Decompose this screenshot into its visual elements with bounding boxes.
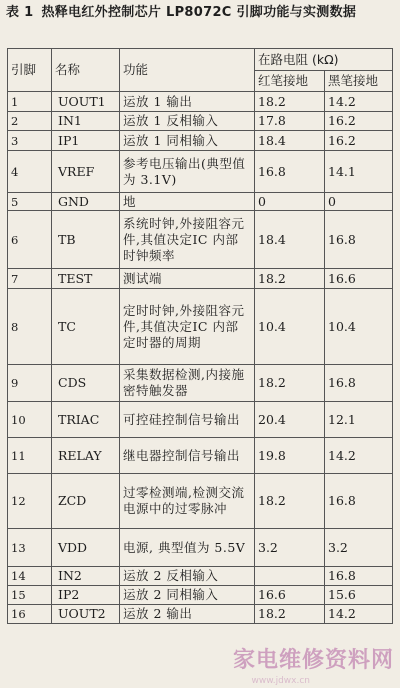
- red-probe-cell: [255, 567, 325, 586]
- name-cell: VREF: [52, 151, 120, 193]
- name-cell: UOUT1: [52, 92, 120, 112]
- function-cell: 运放 1 输出: [120, 92, 255, 112]
- black-probe-cell: 15.6: [325, 586, 393, 605]
- watermark-url: www.jdwx.cn: [251, 676, 310, 686]
- name-cell: VDD: [52, 529, 120, 567]
- table-row: [8, 605, 393, 624]
- red-probe-cell: 18.2: [255, 92, 325, 112]
- header-function: 功能: [120, 49, 255, 92]
- black-probe-cell: 12.1: [325, 402, 393, 438]
- name-cell: TB: [52, 211, 120, 269]
- table-row: [8, 586, 393, 605]
- black-probe-cell: 14.2: [325, 605, 393, 624]
- table-row: [8, 402, 393, 438]
- black-probe-cell: 14.1: [325, 151, 393, 193]
- pin-cell: 3: [8, 131, 52, 151]
- pin-cell: 4: [8, 151, 52, 193]
- table-row: [8, 365, 393, 402]
- black-probe-cell: 16.2: [325, 131, 393, 151]
- header-name: 名称: [52, 49, 120, 92]
- table-number: 表 1: [6, 5, 34, 20]
- black-probe-cell: 16.8: [325, 567, 393, 586]
- red-probe-cell: 3.2: [255, 529, 325, 567]
- red-probe-cell: 16.8: [255, 151, 325, 193]
- black-probe-cell: 16.8: [325, 474, 393, 529]
- table-row: [8, 567, 393, 586]
- black-probe-cell: 14.2: [325, 92, 393, 112]
- header-pin: 引脚: [8, 49, 52, 92]
- black-probe-cell: 16.8: [325, 211, 393, 269]
- black-probe-cell: 16.6: [325, 269, 393, 289]
- function-cell: 过零检测端,检测交流电源中的过零脉冲: [120, 474, 255, 529]
- table-row: [8, 112, 393, 131]
- black-probe-cell: 16.8: [325, 365, 393, 402]
- red-probe-cell: 19.8: [255, 438, 325, 474]
- pin-cell: 15: [8, 586, 52, 605]
- table-body: [8, 92, 393, 624]
- name-cell: UOUT2: [52, 605, 120, 624]
- function-cell: 地: [120, 193, 255, 211]
- black-probe-cell: 10.4: [325, 289, 393, 365]
- function-cell: 运放 1 反相输入: [120, 112, 255, 131]
- black-probe-cell: 16.2: [325, 112, 393, 131]
- table-row: [8, 289, 393, 365]
- pin-cell: 12: [8, 474, 52, 529]
- pin-cell: 11: [8, 438, 52, 474]
- table-row: [8, 131, 393, 151]
- name-cell: ZCD: [52, 474, 120, 529]
- red-probe-cell: 18.4: [255, 131, 325, 151]
- red-probe-cell: 16.6: [255, 586, 325, 605]
- name-cell: IP2: [52, 586, 120, 605]
- function-cell: 定时时钟,外接阻容元件,其值决定IC 内部定时器的周期: [120, 289, 255, 365]
- black-probe-cell: 3.2: [325, 529, 393, 567]
- function-cell: 采集数据检测,内接施密特触发器: [120, 365, 255, 402]
- name-cell: IN2: [52, 567, 120, 586]
- table-row: [8, 193, 393, 211]
- pin-cell: 14: [8, 567, 52, 586]
- name-cell: GND: [52, 193, 120, 211]
- function-cell: 可控硅控制信号输出: [120, 402, 255, 438]
- table-title: 热释电红外控制芯片 LP8072C 引脚功能与实测数据: [41, 5, 357, 20]
- name-cell: RELAY: [52, 438, 120, 474]
- red-probe-cell: 18.2: [255, 474, 325, 529]
- function-cell: 运放 2 反相输入: [120, 567, 255, 586]
- name-cell: TEST: [52, 269, 120, 289]
- pin-cell: 8: [8, 289, 52, 365]
- red-probe-cell: 17.8: [255, 112, 325, 131]
- name-cell: IN1: [52, 112, 120, 131]
- function-cell: 运放 1 同相输入: [120, 131, 255, 151]
- red-probe-cell: 20.4: [255, 402, 325, 438]
- name-cell: TRIAC: [52, 402, 120, 438]
- pin-cell: 2: [8, 112, 52, 131]
- function-cell: 继电器控制信号输出: [120, 438, 255, 474]
- function-cell: 参考电压输出(典型值为 3.1V): [120, 151, 255, 193]
- table-row: [8, 151, 393, 193]
- pin-cell: 16: [8, 605, 52, 624]
- pin-cell: 6: [8, 211, 52, 269]
- name-cell: TC: [52, 289, 120, 365]
- red-probe-cell: 18.2: [255, 365, 325, 402]
- red-probe-cell: 18.4: [255, 211, 325, 269]
- function-cell: 测试端: [120, 269, 255, 289]
- watermark-logo: 家电维修资料网: [232, 648, 394, 673]
- pin-cell: 9: [8, 365, 52, 402]
- table-row: [8, 211, 393, 269]
- function-cell: 电源, 典型值为 5.5V: [120, 529, 255, 567]
- table-row: [8, 474, 393, 529]
- red-probe-cell: 10.4: [255, 289, 325, 365]
- function-cell: 运放 2 输出: [120, 605, 255, 624]
- header-resistance: 在路电阻 (kΩ): [255, 49, 393, 71]
- black-probe-cell: 0: [325, 193, 393, 211]
- table-row: [8, 529, 393, 567]
- name-cell: CDS: [52, 365, 120, 402]
- pin-function-table: [7, 48, 393, 624]
- pin-cell: 13: [8, 529, 52, 567]
- name-cell: IP1: [52, 131, 120, 151]
- table-row: [8, 269, 393, 289]
- red-probe-cell: 0: [255, 193, 325, 211]
- red-probe-cell: 18.2: [255, 269, 325, 289]
- pin-cell: 10: [8, 402, 52, 438]
- header-red-probe: 红笔接地: [255, 71, 325, 92]
- table-row: [8, 438, 393, 474]
- header-black-probe: 黑笔接地: [325, 71, 393, 92]
- black-probe-cell: 14.2: [325, 438, 393, 474]
- function-cell: 运放 2 同相输入: [120, 586, 255, 605]
- pin-cell: 7: [8, 269, 52, 289]
- pin-cell: 1: [8, 92, 52, 112]
- table-row: [8, 92, 393, 112]
- table-caption: [6, 3, 396, 23]
- pin-cell: 5: [8, 193, 52, 211]
- red-probe-cell: 18.2: [255, 605, 325, 624]
- function-cell: 系统时钟,外接阻容元件,其值决定IC 内部时钟频率: [120, 211, 255, 269]
